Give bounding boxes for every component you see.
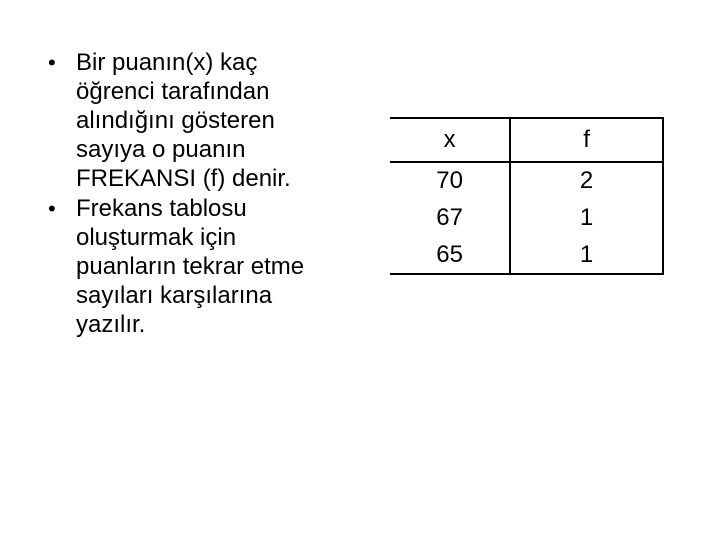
cell-x: 70	[390, 162, 510, 200]
cell-f: 1	[579, 240, 594, 268]
bullet-item-table-instruction	[46, 194, 366, 339]
header-x: x	[390, 118, 510, 162]
bullet-text: Bir puanın(x) kaç öğrenci tarafından alındığını gösteren sayıya o puanın FREKANSI (f) denir.	[76, 49, 291, 192]
cell-f: 2	[579, 167, 594, 194]
cell-x: 67	[390, 199, 510, 236]
bullet-list	[46, 48, 366, 340]
bullet-text: Frekans tablosu oluşturmak için puanların tekrar etme sayıları karşılarına yazılır.	[76, 195, 305, 338]
bullet-dot-icon: •	[48, 50, 56, 75]
cell-x: 65	[390, 236, 510, 274]
table-row	[390, 162, 663, 200]
frequency-table	[390, 117, 664, 275]
bullet-item-frequency-definition	[46, 48, 366, 193]
header-f: f	[510, 118, 663, 162]
cell-f: 1	[579, 203, 594, 231]
table-row	[390, 199, 663, 236]
bullet-dot-icon: •	[48, 196, 56, 221]
table-header-row	[390, 118, 663, 162]
table-row	[390, 236, 663, 274]
